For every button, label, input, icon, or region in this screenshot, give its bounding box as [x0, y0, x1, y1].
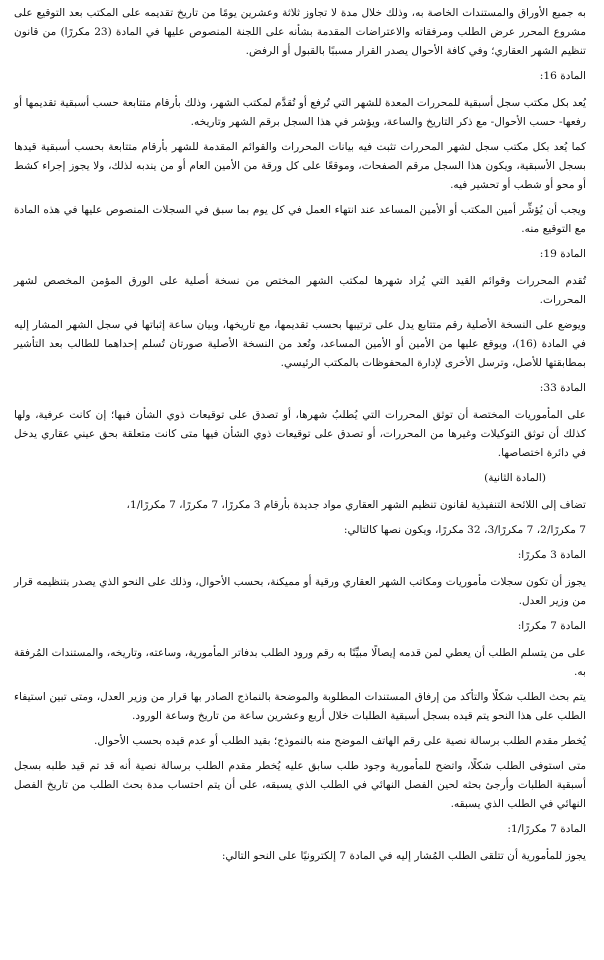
article-heading-16: المادة 16:	[539, 70, 586, 82]
paragraph: على من يتسلم الطلب أن يعطي لمن قدمه إيصالًا مبيِّنًا به رقم ورود الطلب بدفاتر المأمورية، وساعته، وتاريخه، والمستندات المُرفقة به.	[14, 647, 586, 678]
paragraph: به جميع الأوراق والمستندات الخاصة به، وذلك خلال مدة لا تجاوز ثلاثة وعشرين يومًا من تاريخ تقديمه على المكتب بعد التوقيع على مشروع المحرر عرض الطلب ومرفقاته والاعتراضات المقدمة بشأنه على اللجنة المنصوص عليها في المادة (23 مكررًا) من قانون تنظيم الشهر العقاري؛ وفي كافة الأحوال يصدر القرار مسببًا بالقبول أو الرفض.	[14, 7, 586, 57]
article-heading-33: المادة 33:	[539, 382, 586, 394]
paragraph: يُعد بكل مكتب سجل أسبقية للمحررات المعدة للشهر التي تُرفع أو تُقدَّم لمكتب الشهر، وذلك بأرقام متتابعة حسب أسبقية تقديمها أو رفعها- حسب الأحوال- مع ذكر التاريخ والساعة، ويؤشر في هذا السجل برقم الشهر وتاريخه.	[14, 97, 586, 128]
paragraph: ويجب أن يُؤشِّر أمين المكتب أو الأمين المساعد عند انتهاء العمل في كل يوم بما سبق في السجلات المنصوص عليها في هذه المادة مع التوقيع منه.	[14, 204, 586, 235]
section-heading-second-article: (المادة الثانية)	[484, 472, 546, 484]
article-heading-3-bis: المادة 3 مكررًا:	[517, 549, 586, 561]
paragraph: تضاف إلى اللائحة التنفيذية لقانون تنظيم الشهر العقاري مواد جديدة بأرقام 3 مكررًا، 7 مكررًا، 7 مكررًا/1،	[126, 499, 586, 511]
paragraph: كما يُعد بكل مكتب سجل لشهر المحررات تثبت فيه بيانات المحررات والقوائم المقدمة للشهر بأرقام متتابعة بحسب أسبقية قيدها بسجل الأسبقية، ويكون هذا السجل مرقم الصفحات، وموقعًا على كل ورقة من الأمين العام أو من يندبه لذلك، ولا يجوز إجراء كشط أو محو أو شطب أو تحشير فيه.	[14, 141, 586, 191]
paragraph: يجوز أن تكون سجلات مأموريات ومكاتب الشهر العقاري ورقية أو مميكنة، بحسب الأحوال، وذلك على النحو الذي يصدر بتنظيمه قرار من وزير العدل.	[14, 576, 586, 607]
paragraph: يُخطر مقدم الطلب برسالة نصية على رقم الهاتف الموضح منه بالنموذج؛ بقيد الطلب أو عدم قيده بحسب الأحوال.	[93, 735, 586, 747]
paragraph: 7 مكررًا/2، 7 مكررًا/3، 32 مكررًا، ويكون نصها كالتالي:	[343, 524, 586, 536]
article-heading-19: المادة 19:	[539, 248, 586, 260]
paragraph: على المأموريات المختصة أن توثق المحررات التي يُطلبُ شهرها، أو تصدق على توقيعات ذوي الشأن فيها؛ إن كانت عرفية، ولها كذلك أن توثق التوكيلات وغيرها من المحررات، أو تصدق على توقيعات ذوي الشأن فيها متى كانت متعلقة بحق عيني عقاري يدخل في دائرة اختصاصها.	[14, 409, 586, 459]
article-heading-7-bis-1: المادة 7 مكررًا/1:	[507, 823, 586, 835]
paragraph: يتم بحث الطلب شكلًا والتأكد من إرفاق المستندات المطلوبة والموضحة بالنماذج الصادر بها قرار من وزير العدل، ومتى تبين استيفاء الطلب على هذا النحو يتم قيده بسجل أسبقية الطلبات خلال أربع وعشرين ساعة من تاريخ وساعة الورود.	[14, 691, 586, 722]
paragraph: ويوضع على النسخة الأصلية رقم متتابع يدل على ترتيبها بحسب تقديمها، مع تاريخها، وبيان ساعة إثباتها في سجل الشهر المشار إليه في المادة (16)، ويوقع عليها من الأمين أو الأمين المساعد، وتُعد من النسخة الأصلية صورتان تُسلم إحداهما للطالب بعد التأشير بمطابقتها للأصل، وترسل الأخرى لإدارة المحفوظات بالمكتب الرئيسي.	[14, 319, 586, 369]
paragraph: متى استوفى الطلب شكلًا، واتضح للمأمورية وجود طلب سابق عليه يُخطر مقدم الطلب برسالة نصية أنه قد تم قيد طلبه بسجل أسبقية الطلبات وأرجئ بحثه لحين الفصل النهائي في الطلب الذي يسبقه، على أن يتم احتساب مدة بحث الطلب من تاريخ الفصل النهائي في الطلب الذي يسبقه.	[14, 760, 586, 810]
article-heading-7-bis: المادة 7 مكررًا:	[517, 620, 586, 632]
paragraph: يجوز للمأمورية أن تتلقى الطلب المُشار إليه في المادة 7 إلكترونيًا على النحو التالي:	[221, 850, 586, 862]
paragraph: تُقدم المحررات وقوائم القيد التي يُراد شهرها لمكتب الشهر المختص من نسخة أصلية على الورق المؤمن المخصص لشهر المحررات.	[14, 275, 586, 306]
